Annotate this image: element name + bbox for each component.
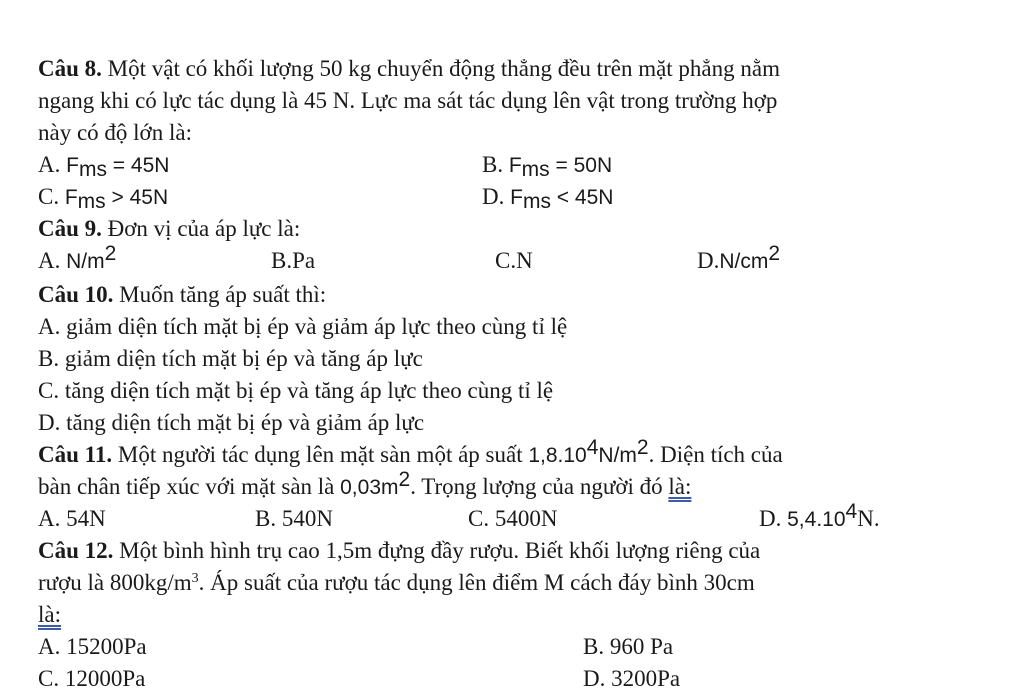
q8-line-2: ngang khi có lực tác dụng là 45 N. Lực ma sát tác dụng lên vật trong trường hợp	[38, 88, 778, 113]
q10-option-d[interactable]: D. tăng diện tích mặt bị ép và giảm áp lực	[38, 410, 425, 435]
q9-option-b[interactable]: B.Pa	[271, 248, 316, 273]
q9-number: Câu 9.	[38, 216, 102, 241]
q8-option-a[interactable]: A. $F_{ms} = 45N$	[38, 152, 170, 181]
q9-line: Câu 9. Đơn vị của áp lực là:	[38, 216, 301, 241]
q9-option-c[interactable]: C.N	[495, 248, 533, 273]
q11-option-d[interactable]: D. 5,4.10$^4$N.	[759, 500, 880, 531]
q11-line-2: bàn chân tiếp xúc với mặt sàn là $0,03m^2$. Trọng lượng của người đó là:	[38, 468, 692, 499]
q10-option-c[interactable]: C. tăng diện tích mặt bị ép và tăng áp lực theo cùng tỉ lệ	[38, 378, 554, 403]
q10-line: Câu 10. Muốn tăng áp suất thì:	[38, 282, 327, 307]
q11-option-b[interactable]: B. 540N	[255, 506, 333, 531]
q12-option-b[interactable]: B. 960 Pa	[583, 634, 674, 659]
q8-option-b[interactable]: B. $F_{ms} = 50N$	[482, 152, 613, 181]
q10-option-b[interactable]: B. giảm diện tích mặt bị ép và tăng áp lực	[38, 346, 423, 371]
q12-option-c[interactable]: C. 12000Pa	[38, 666, 146, 691]
q12-option-d[interactable]: D. 3200Pa	[583, 666, 681, 691]
q11-option-c[interactable]: C. 5400N	[468, 506, 558, 531]
q10-number: Câu 10.	[38, 282, 114, 307]
q12-line-2: rượu là $800kg/m^3$. Áp suất của rượu tác dụng lên điểm M cách đáy bình 30cm	[38, 570, 755, 595]
q11-option-a[interactable]: A. 54N	[38, 506, 106, 531]
q8-option-c[interactable]: C. $F_{ms} > 45N$	[38, 184, 169, 213]
q10-option-a[interactable]: A. giảm diện tích mặt bị ép và giảm áp lực theo cùng tỉ lệ	[38, 314, 568, 339]
q8-number: Câu 8.	[38, 56, 102, 81]
q11-number: Câu 11.	[38, 442, 113, 467]
q12-option-a[interactable]: A. 15200Pa	[38, 634, 147, 659]
q8-option-d[interactable]: D. $F_{ms} < 45N$	[482, 184, 614, 213]
q9-option-d[interactable]: $D.N/cm^2$	[697, 242, 781, 273]
q8-line-1: Câu 8. Một vật có khối lượng 50 kg chuyển động thẳng đều trên mặt phẳng nằm	[38, 56, 780, 81]
q12-number: Câu 12.	[38, 538, 114, 563]
q8-line-3: này có độ lớn là:	[38, 120, 192, 145]
q12-line-1: Câu 12. Một bình hình trụ cao 1,5m đựng đầy rượu. Biết khối lượng riêng của	[38, 538, 761, 563]
q11-line-1: Câu 11. Một người tác dụng lên mặt sàn một áp suất $1,8.10^4N/m^2$. Diện tích của	[38, 436, 783, 467]
q12-line-3: là:	[38, 602, 61, 627]
q9-option-a[interactable]: A. $N/m^2$	[38, 242, 117, 273]
